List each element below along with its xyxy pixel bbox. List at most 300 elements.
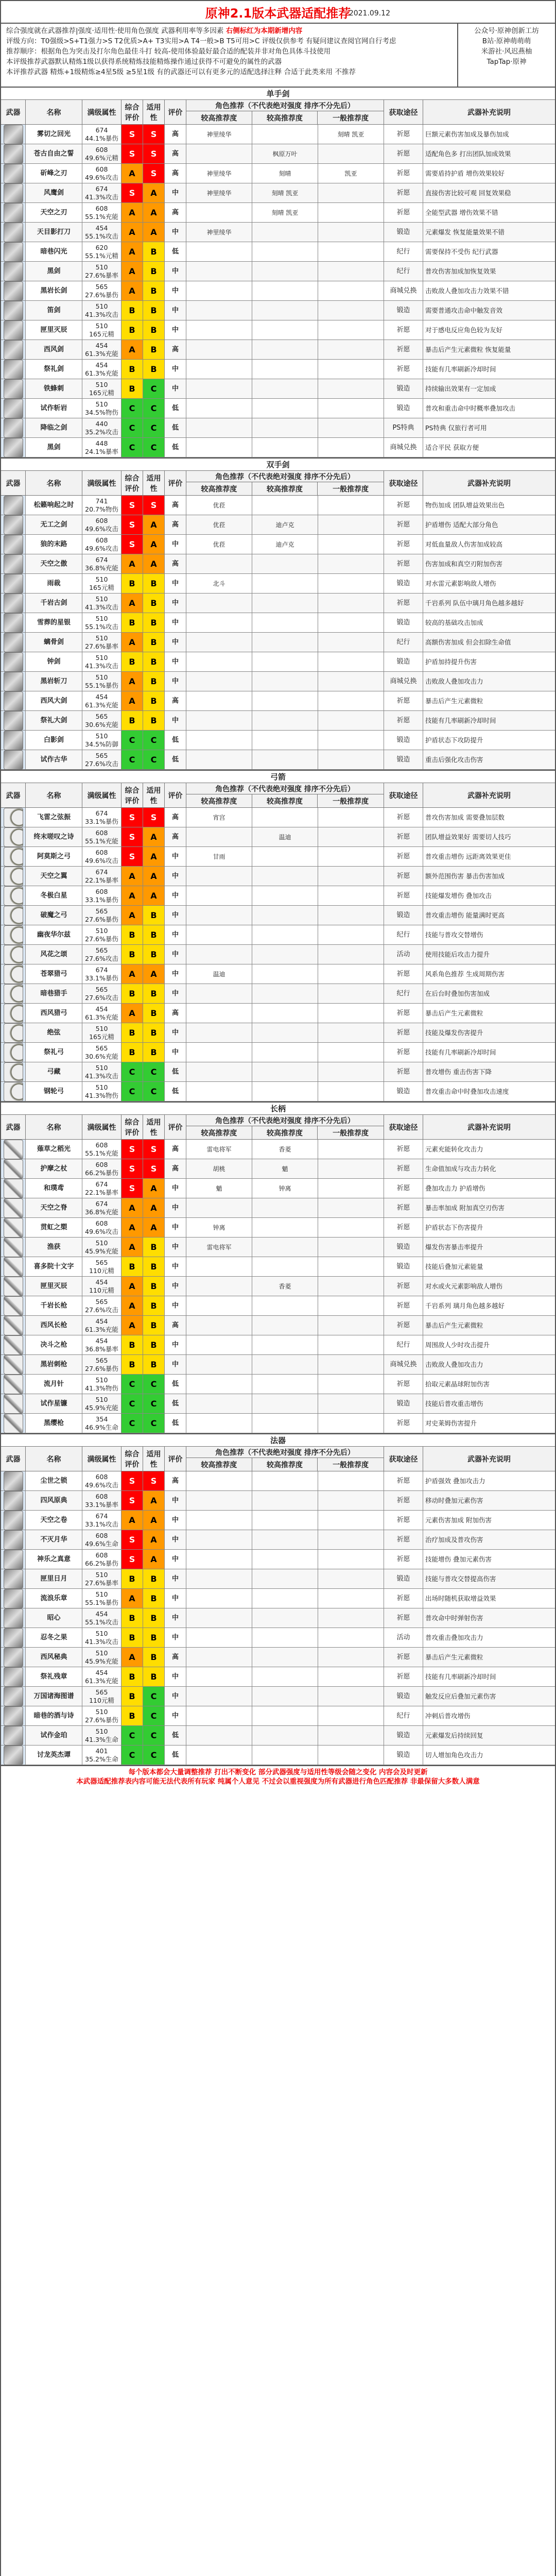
source: 锻造	[384, 379, 423, 398]
team-best: 优菈	[186, 496, 252, 515]
header-team	[186, 1447, 384, 1471]
team-best	[186, 144, 252, 163]
weapon-icon	[1, 691, 26, 710]
weapon-name: 祭礼残章	[26, 1667, 82, 1686]
base-attack: 674	[95, 1199, 108, 1208]
team-good	[252, 1667, 318, 1686]
claymore-icon	[4, 691, 23, 711]
note: 千岩系列 璃月角色越多越好	[425, 1302, 505, 1310]
header-team-title: 角色推荐（不代表绝对强度 排序不分先后）	[186, 1447, 384, 1458]
rating: 中	[165, 1043, 186, 1062]
base-attack: 608	[95, 1551, 108, 1559]
use-grade: S	[143, 808, 165, 827]
weapon-stat	[82, 1159, 121, 1178]
base-attack: 510	[95, 926, 108, 935]
use-grade: A	[143, 1179, 165, 1198]
weapon-icon	[1, 1316, 26, 1335]
team-best	[186, 262, 252, 281]
note: 普攻重击增伤 远距离效果更佳	[425, 853, 511, 860]
bow-icon	[4, 827, 23, 847]
weapon-icon	[1, 1511, 26, 1530]
weapon-stat	[82, 183, 121, 202]
source: 商城兑换	[384, 672, 423, 691]
header-stat: 满级属性	[82, 100, 121, 124]
team-best	[186, 1511, 252, 1530]
source: 锻造	[384, 1394, 423, 1413]
overall-grade: A	[121, 1648, 143, 1667]
weapon-stat	[82, 554, 121, 573]
note: 出场时随机获取增益效果	[425, 1595, 496, 1602]
section-polearm	[1, 1103, 555, 1434]
note: 生命值加成与攻击力转化	[423, 1159, 555, 1178]
team-ok	[318, 613, 384, 632]
team-best: 甘雨	[186, 847, 252, 866]
table-row	[1, 1608, 555, 1628]
catalyst-icon	[4, 1628, 23, 1648]
sub-stat: 55.1%充能	[85, 212, 118, 221]
header-use: 适用性	[143, 1115, 165, 1139]
team-good: 迪卢克	[252, 515, 318, 534]
team-best	[186, 1375, 252, 1394]
catalyst-icon	[4, 1550, 23, 1569]
sub-stat: 55.1%元精	[85, 251, 118, 260]
rating: 高	[165, 125, 186, 144]
base-attack: 454	[95, 1336, 108, 1345]
claymore-icon	[4, 633, 23, 652]
weapon-stat	[82, 1745, 121, 1765]
overall-grade: C	[121, 731, 143, 750]
note: 技能有几率刷新冷却时间	[425, 365, 496, 373]
header-team	[186, 783, 384, 807]
sword-icon	[4, 125, 23, 144]
header-source: 获取途径	[384, 471, 423, 495]
note: 普攻重击增伤 能量满时更高	[423, 906, 555, 925]
note: 技能后普攻重击增伤	[423, 1394, 555, 1413]
use-grade: B	[143, 633, 165, 652]
weapon-icon	[1, 827, 26, 846]
source: 祈愿	[384, 1140, 423, 1159]
team-good	[252, 1355, 318, 1374]
team-best	[186, 418, 252, 437]
team-ok	[318, 1043, 384, 1062]
note: 击败敌人叠加攻击力	[423, 1355, 555, 1374]
header-note: 武器补充说明	[467, 108, 511, 117]
team-good	[252, 1550, 318, 1569]
weapon-stat	[82, 1277, 121, 1296]
weapon-stat	[82, 1511, 121, 1530]
table-row	[1, 1589, 555, 1608]
use-grade: C	[143, 1745, 165, 1765]
use-grade: C	[143, 1687, 165, 1706]
sub-stat: 41.3%生命	[85, 1735, 118, 1743]
weapon-stat	[82, 1550, 121, 1569]
polearm-icon	[4, 1296, 23, 1316]
use-grade: C	[143, 379, 165, 398]
base-attack: 510	[95, 263, 108, 271]
team-good	[252, 925, 318, 944]
weapon-icon	[1, 301, 26, 320]
team-good	[252, 1004, 318, 1023]
table-row	[1, 1335, 555, 1355]
title-banner	[1, 1, 555, 24]
team-ok	[318, 1257, 384, 1276]
rating: 高	[165, 827, 186, 846]
source: 祈愿	[384, 691, 423, 710]
overall-grade: C	[121, 1062, 143, 1081]
weapon-icon	[1, 1296, 26, 1315]
use-grade: C	[143, 1706, 165, 1725]
sub-stat: 110元精	[89, 1266, 114, 1275]
source: 纪行	[384, 242, 423, 261]
source: 锻造	[384, 1238, 423, 1257]
weapon-name: 祭礼剑	[26, 360, 82, 379]
sub-stat: 41.3%物伤	[85, 1384, 118, 1392]
team-good	[252, 496, 318, 515]
sub-stat: 27.6%暴率	[85, 1579, 118, 1587]
sub-stat: 27.6%攻击	[85, 1306, 118, 1314]
intro-line1c: 右侧标红为本期新增内容	[225, 27, 303, 35]
team-good	[252, 223, 318, 242]
team-good	[252, 301, 318, 320]
source: 祈愿	[384, 1043, 423, 1062]
source: 锻造	[384, 1726, 423, 1745]
table-row	[1, 1471, 555, 1491]
header-team_best: 较高推荐度	[186, 1458, 252, 1471]
rating: 高	[165, 1140, 186, 1159]
weapon-name: 白影剑	[26, 731, 82, 750]
sub-stat: 36.8%充能	[85, 564, 118, 572]
base-attack: 510	[95, 614, 108, 622]
weapon-stat	[82, 203, 121, 222]
rating: 中	[165, 535, 186, 554]
weapon-icon	[1, 164, 26, 183]
catalyst-icon	[4, 1511, 23, 1530]
use-grade: B	[143, 906, 165, 925]
use-grade: A	[143, 827, 165, 846]
sub-stat: 27.6%暴率	[85, 642, 118, 650]
header-rating: 评价	[165, 783, 186, 807]
header-overall: 综合评价	[121, 783, 143, 807]
overall-grade: B	[121, 1335, 143, 1354]
source: 祈愿	[384, 1198, 423, 1217]
section-title: 弓箭	[1, 771, 555, 783]
team-best: 神里绫华	[186, 183, 252, 202]
note: 元素伤害加成 附加伤害	[425, 1516, 492, 1524]
base-attack: 510	[95, 321, 108, 330]
weapon-icon	[1, 1159, 26, 1178]
weapon-stat	[82, 1628, 121, 1647]
overall-grade: C	[121, 399, 143, 418]
table-row	[1, 1530, 555, 1550]
rating: 中	[165, 613, 186, 632]
use-grade: B	[143, 1277, 165, 1296]
section-catalyst	[1, 1434, 555, 1766]
team-ok	[318, 1745, 384, 1765]
sub-stat: 33.1%暴伤	[85, 974, 118, 982]
overall-grade: B	[121, 1023, 143, 1042]
weapon-stat	[82, 515, 121, 534]
note: 周围敌人少时攻击提升	[425, 1341, 490, 1349]
team-ok	[318, 340, 384, 359]
weapon-stat	[82, 379, 121, 398]
team-good	[252, 691, 318, 710]
catalyst-icon	[4, 1530, 23, 1550]
overall-grade: A	[121, 281, 143, 300]
note: 拾取元素晶球附加伤害	[425, 1380, 490, 1388]
overall-grade: A	[121, 886, 143, 905]
note: 暴击后产生元素微粒	[423, 1316, 555, 1335]
note: 击败敌人叠加攻击力	[423, 672, 555, 691]
overall-grade: A	[121, 1316, 143, 1335]
weapon-stat	[82, 535, 121, 554]
weapon-name: 黑岩刺枪	[26, 1355, 82, 1374]
source: 锻造	[384, 399, 423, 418]
base-attack: 510	[95, 732, 108, 740]
team-ok	[318, 945, 384, 964]
team-best	[186, 1277, 252, 1296]
team-best	[186, 1628, 252, 1647]
weapon-icon	[1, 613, 26, 632]
weapon-stat	[82, 964, 121, 984]
team-good	[252, 1608, 318, 1628]
base-attack: 510	[95, 1649, 108, 1657]
header-team	[186, 471, 384, 495]
sub-stat: 49.6%攻击	[85, 524, 118, 533]
table-row	[1, 613, 555, 633]
intro-line5: 本评推荐武器 精炼+1级精炼≥4星5级 ≥5星1级 有的武器还可以有更多元的适配选择注释 合适于此类来用 不推荐	[6, 68, 356, 76]
team-ok	[318, 1218, 384, 1237]
rating: 中	[165, 1198, 186, 1217]
note: 技能有几率刷新冷却时间	[425, 1673, 496, 1681]
rating: 高	[165, 164, 186, 183]
table-row	[1, 281, 555, 301]
header-team_best: 较高推荐度	[186, 1126, 252, 1139]
use-grade: B	[143, 360, 165, 379]
use-grade: A	[143, 1198, 165, 1217]
overall-grade: B	[121, 1706, 143, 1725]
source: 商城兑换	[384, 438, 423, 457]
source: 祈愿	[384, 827, 423, 846]
use-grade: B	[143, 262, 165, 281]
base-attack: 510	[95, 634, 108, 642]
source: 祈愿	[384, 340, 423, 359]
note: 技能有几率刷新冷却时间	[425, 1048, 496, 1056]
weapon-stat	[82, 867, 121, 886]
team-good: 温迪	[252, 827, 318, 846]
team-ok	[318, 223, 384, 242]
rating: 中	[165, 886, 186, 905]
weapon-icon	[1, 1335, 26, 1354]
rating: 低	[165, 750, 186, 769]
source: 锻造	[384, 301, 423, 320]
table-row	[1, 438, 555, 457]
weapon-icon	[1, 320, 26, 340]
overall-grade: S	[121, 827, 143, 846]
source: 祈愿	[384, 125, 423, 144]
weapon-name: 阿莫斯之弓	[26, 847, 82, 866]
sub-stat: 41.3%攻击	[85, 662, 118, 670]
team-good	[252, 1198, 318, 1217]
intro-line3: 推荐顺序：根据角色为突击及打尔角色最佳斗打 较高-使用体验最好最合适的配装并非对角色具体斗技使用	[6, 47, 331, 56]
table-row	[1, 652, 555, 672]
weapon-stat	[82, 144, 121, 163]
overall-grade: S	[121, 808, 143, 827]
overall-grade: S	[121, 183, 143, 202]
sub-stat: 49.6%攻击	[85, 544, 118, 552]
team-ok	[318, 1491, 384, 1510]
weapon-icon	[1, 1530, 26, 1549]
overall-grade: A	[121, 1238, 143, 1257]
weapon-stat	[82, 1530, 121, 1549]
team-best: 神里绫华	[186, 223, 252, 242]
sub-stat: 35.2%攻击	[85, 428, 118, 436]
weapon-icon	[1, 1375, 26, 1394]
use-grade: A	[143, 554, 165, 573]
sub-stat: 61.3%充能	[85, 349, 118, 358]
rating: 中	[165, 847, 186, 866]
weapon-stat	[82, 1316, 121, 1335]
sub-stat: 55.1%充能	[85, 1149, 118, 1157]
rating: 低	[165, 399, 186, 418]
weapon-icon	[1, 515, 26, 534]
overall-grade: S	[121, 496, 143, 515]
team-ok	[318, 1414, 384, 1433]
team-good	[252, 1218, 318, 1237]
note: 爆发伤害暴击率提升	[423, 1238, 555, 1257]
weapon-stat	[82, 1608, 121, 1628]
header-use: 适用性	[143, 471, 165, 495]
header-team_best: 较高推荐度	[186, 794, 252, 807]
bow-icon	[4, 847, 23, 867]
source: 活动	[384, 1628, 423, 1647]
weapon-icon	[1, 203, 26, 222]
sub-stat: 30.6%充能	[85, 1052, 118, 1060]
table-row	[1, 731, 555, 750]
team-best: 神里绫华	[186, 125, 252, 144]
team-ok	[318, 144, 384, 163]
team-ok	[318, 1667, 384, 1686]
base-attack: 454	[95, 341, 108, 349]
team-ok	[318, 1296, 384, 1315]
header-stat: 满级属性	[82, 1115, 121, 1139]
table-row	[1, 1316, 555, 1335]
source: 锻造	[384, 1745, 423, 1765]
rating: 低	[165, 1062, 186, 1081]
source: 祈愿	[384, 1491, 423, 1510]
header-team-title: 角色推荐（不代表绝对强度 排序不分先后）	[186, 471, 384, 482]
header-rating: 评价	[165, 1447, 186, 1471]
weapon-name: 千岩长枪	[26, 1296, 82, 1315]
weapon-name: 绝弦	[26, 1023, 82, 1042]
weapon-name: 弓藏	[26, 1062, 82, 1081]
sub-stat: 45.9%充能	[85, 1247, 118, 1255]
weapon-name: 薙草之稻光	[26, 1140, 82, 1159]
team-best	[186, 867, 252, 886]
team-good	[252, 574, 318, 593]
note: 元素爆发后持续回复	[423, 1726, 555, 1745]
rating: 中	[165, 867, 186, 886]
source: 锻造	[384, 613, 423, 632]
source: 祈愿	[384, 808, 423, 827]
source: 祈愿	[384, 1179, 423, 1198]
team-ok	[318, 1159, 384, 1178]
team-good	[252, 1257, 318, 1276]
table-row	[1, 223, 555, 242]
team-ok: 凯亚	[318, 164, 384, 183]
note: 持续输出效果有一定加成	[423, 379, 555, 398]
overall-grade: S	[121, 125, 143, 144]
weapon-name: 终末嗟叹之诗	[26, 827, 82, 846]
weapon-stat	[82, 731, 121, 750]
sub-stat: 61.3%充能	[85, 1013, 118, 1021]
table-row	[1, 808, 555, 827]
team-ok	[318, 750, 384, 769]
table-row	[1, 1375, 555, 1394]
team-good: 刻晴 凯亚	[252, 203, 318, 222]
sub-stat: 27.6%暴伤	[85, 915, 118, 923]
section-title: 单手剑	[1, 88, 555, 100]
sub-stat: 22.1%暴率	[85, 876, 118, 884]
overall-grade: C	[121, 1082, 143, 1101]
use-grade: B	[143, 1238, 165, 1257]
team-ok	[318, 496, 384, 515]
team-ok	[318, 886, 384, 905]
note: 暴击后产生元素微粒	[425, 1009, 483, 1017]
weapon-name: 暗巷猎手	[26, 984, 82, 1003]
weapon-name: 天空之脊	[26, 1198, 82, 1217]
use-grade: A	[143, 183, 165, 202]
table-row	[1, 847, 555, 867]
source: 锻造	[384, 1257, 423, 1276]
team-ok	[318, 515, 384, 534]
team-ok	[318, 1004, 384, 1023]
weapon-stat	[82, 242, 121, 261]
team-best	[186, 827, 252, 846]
claymore-icon	[4, 496, 23, 515]
note: 元素充能转化攻击力	[425, 1145, 483, 1153]
weapon-stat	[82, 1140, 121, 1159]
table-row	[1, 1179, 555, 1198]
team-best: 钟离	[186, 1218, 252, 1237]
sub-stat: 27.6%暴伤	[85, 935, 118, 943]
weapon-name: 护摩之杖	[26, 1159, 82, 1178]
weapon-icon	[1, 1198, 26, 1217]
note: 普攻命中时弹射伤害	[423, 1608, 555, 1628]
table-row	[1, 964, 555, 984]
weapon-stat	[82, 1589, 121, 1608]
sword-icon	[4, 340, 23, 360]
sword-icon	[4, 379, 23, 399]
catalyst-icon	[4, 1667, 23, 1687]
source: 祈愿	[384, 867, 423, 886]
claymore-icon	[4, 554, 23, 574]
team-best	[186, 1706, 252, 1725]
overall-grade: A	[121, 1277, 143, 1296]
contact-line3: 米游社·风迟燕柚	[481, 47, 532, 56]
table-row	[1, 1277, 555, 1296]
weapon-name: 试作古华	[26, 750, 82, 769]
team-best	[186, 1043, 252, 1062]
table-row	[1, 1023, 555, 1043]
team-good	[252, 672, 318, 691]
weapon-stat	[82, 1062, 121, 1081]
team-ok: 刻晴 凯亚	[318, 125, 384, 144]
rating: 低	[165, 1375, 186, 1394]
note: 切人增加角色攻击力	[425, 1751, 483, 1759]
table-row	[1, 379, 555, 399]
team-ok	[318, 399, 384, 418]
bow-icon	[4, 1043, 23, 1062]
